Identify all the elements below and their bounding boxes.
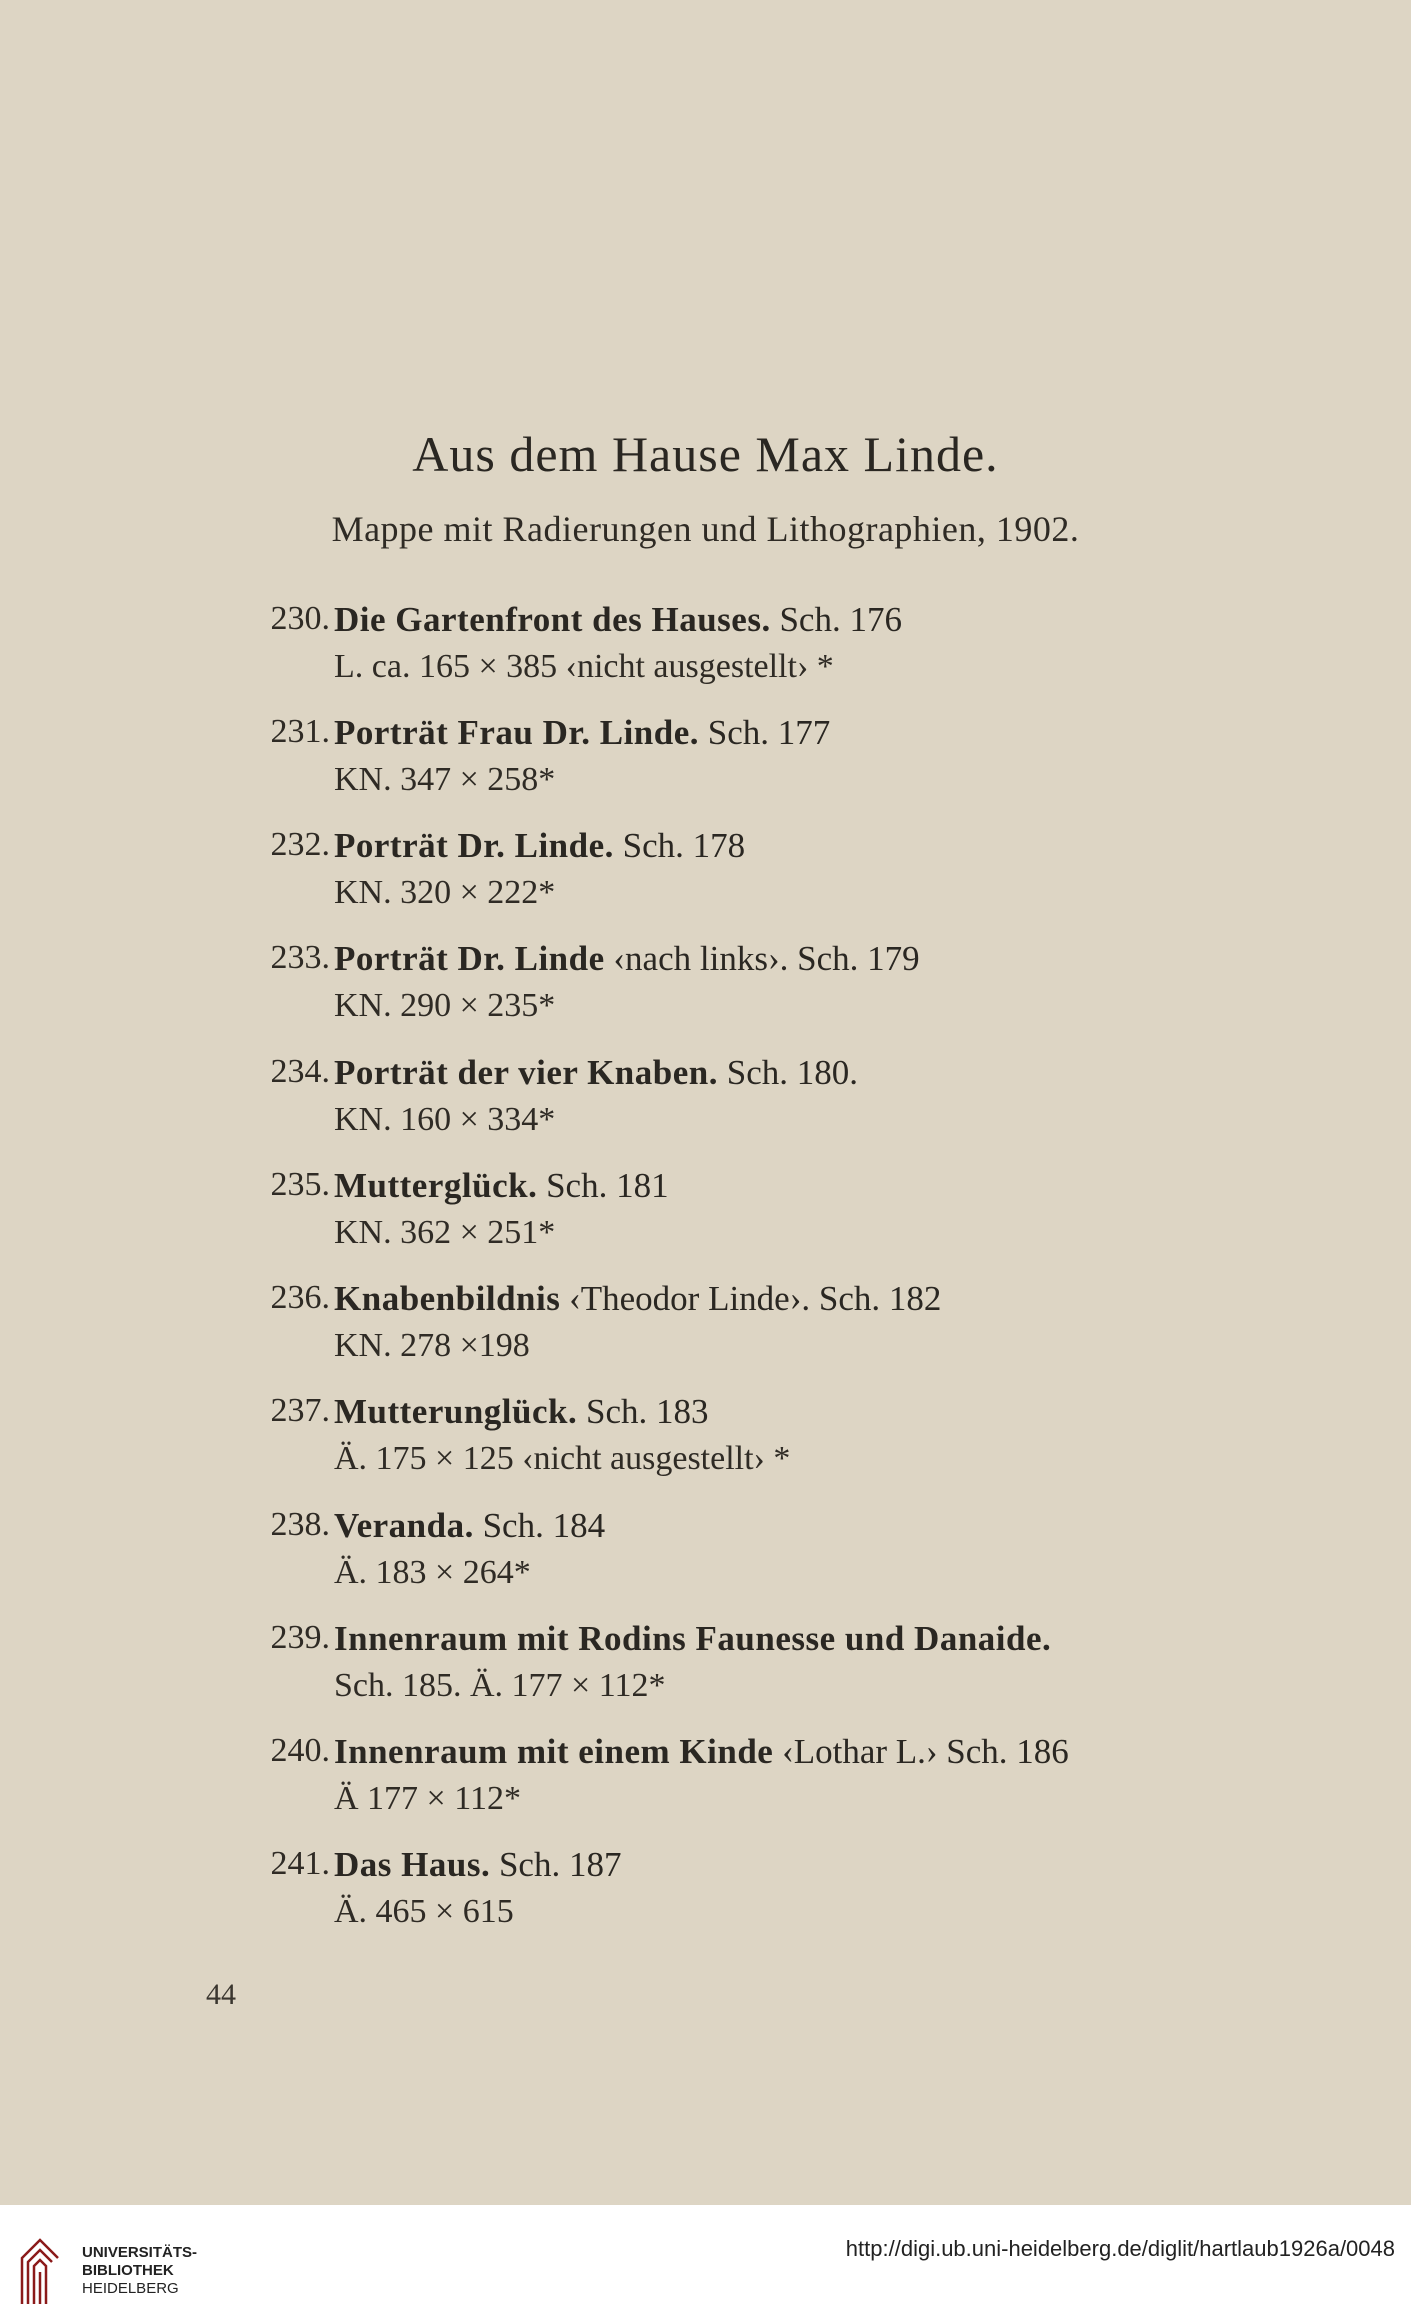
entry-title: Innenraum mit einem Kinde bbox=[334, 1732, 774, 1771]
entry-details: Sch. 185. Ä. 177 × 112* bbox=[334, 1667, 666, 1704]
library-name-line2: BIBLIOTHEK bbox=[82, 2262, 174, 2279]
entry-details: KN. 278 ×198 bbox=[334, 1327, 530, 1364]
entry-number: 240. bbox=[270, 1732, 330, 1769]
entry-title-line bbox=[334, 600, 902, 640]
entry-title: Innenraum mit Rodins Faunesse und Danaide. bbox=[334, 1619, 1052, 1658]
library-name-line1: UNIVERSITÄTS- bbox=[82, 2244, 198, 2261]
entry-reference: ‹Theodor Linde›. Sch. 182 bbox=[560, 1279, 942, 1318]
entry-title-line bbox=[334, 1845, 621, 1885]
catalog-entry-233 bbox=[0, 939, 1411, 1049]
entry-number: 230. bbox=[270, 600, 330, 637]
entry-details: Ä. 175 × 125 ‹nicht ausgestellt› * bbox=[334, 1440, 791, 1477]
library-logo-icon bbox=[18, 2228, 62, 2308]
entry-number: 239. bbox=[270, 1619, 330, 1656]
page-title: Aus dem Hause Max Linde. bbox=[412, 426, 999, 482]
entry-title: Mutterunglück. bbox=[334, 1392, 578, 1431]
entry-title-line bbox=[334, 1619, 1051, 1659]
entry-number: 237. bbox=[270, 1392, 330, 1429]
entry-details: KN. 160 × 334* bbox=[334, 1101, 556, 1138]
entry-title: Das Haus. bbox=[334, 1845, 491, 1884]
entry-details: KN. 362 × 251* bbox=[334, 1214, 556, 1251]
entry-reference: Sch. 183 bbox=[577, 1392, 709, 1431]
catalog-entry-239 bbox=[0, 1619, 1411, 1729]
entry-title-line bbox=[334, 1732, 1069, 1772]
entry-reference: Sch. 177 bbox=[699, 713, 831, 752]
entry-number: 235. bbox=[270, 1166, 330, 1203]
entry-title-line bbox=[334, 1392, 709, 1432]
entry-number: 234. bbox=[270, 1053, 330, 1090]
entry-number: 236. bbox=[270, 1279, 330, 1316]
entry-reference: Sch. 176 bbox=[770, 600, 902, 639]
catalog-entry-235 bbox=[0, 1166, 1411, 1276]
entry-number: 231. bbox=[270, 713, 330, 750]
entry-title: Veranda. bbox=[334, 1506, 474, 1545]
entry-title: Porträt Frau Dr. Linde. bbox=[334, 713, 700, 752]
library-name bbox=[82, 2244, 197, 2298]
entry-number: 241. bbox=[270, 1845, 330, 1882]
entry-title-line bbox=[334, 939, 920, 979]
catalog-entry-230 bbox=[0, 600, 1411, 710]
entry-number: 238. bbox=[270, 1506, 330, 1543]
entry-details: Ä 177 × 112* bbox=[334, 1780, 521, 1817]
entry-details: L. ca. 165 × 385 ‹nicht ausgestellt› * bbox=[334, 648, 834, 685]
entry-details: KN. 290 × 235* bbox=[334, 987, 556, 1024]
entry-title: Die Gartenfront des Hauses. bbox=[334, 600, 771, 639]
entry-title: Porträt Dr. Linde. bbox=[334, 826, 614, 865]
catalog-entry-234 bbox=[0, 1053, 1411, 1163]
catalog-entry-238 bbox=[0, 1506, 1411, 1616]
library-name-line3: HEIDELBERG bbox=[82, 2280, 179, 2297]
entry-details: Ä. 183 × 264* bbox=[334, 1554, 531, 1591]
entry-title: Porträt der vier Knaben. bbox=[334, 1053, 718, 1092]
entry-details: Ä. 465 × 615 bbox=[334, 1893, 514, 1930]
catalog-entry-240 bbox=[0, 1732, 1411, 1842]
entry-reference: Sch. 184 bbox=[473, 1506, 606, 1545]
entry-details: KN. 347 × 258* bbox=[334, 761, 556, 798]
entry-reference: ‹Lothar L.› Sch. 186 bbox=[773, 1732, 1069, 1771]
entry-title: Knabenbildnis bbox=[334, 1279, 561, 1318]
entry-reference: ‹nach links›. Sch. 179 bbox=[604, 939, 920, 978]
entry-number: 232. bbox=[270, 826, 330, 863]
entry-title-line bbox=[334, 1506, 605, 1546]
catalog-entry-241 bbox=[0, 1845, 1411, 1955]
entry-title-line bbox=[334, 713, 830, 753]
entry-reference: Sch. 178 bbox=[613, 826, 746, 865]
entry-reference: Sch. 187 bbox=[490, 1845, 622, 1884]
entry-details: KN. 320 × 222* bbox=[334, 874, 556, 911]
entry-title-line bbox=[334, 1279, 941, 1319]
page-subtitle: Mappe mit Radierungen und Lithographien, 1902. bbox=[331, 509, 1080, 549]
entry-title-line bbox=[334, 1053, 858, 1093]
entry-title: Porträt Dr. Linde bbox=[334, 939, 605, 978]
catalog-entry-237 bbox=[0, 1392, 1411, 1502]
catalog-entry-236 bbox=[0, 1279, 1411, 1389]
entry-reference: Sch. 181 bbox=[537, 1166, 669, 1205]
entry-title: Mutterglück. bbox=[334, 1166, 538, 1205]
entry-title-line bbox=[334, 826, 745, 866]
entry-number: 233. bbox=[270, 939, 330, 976]
page-number: 44 bbox=[206, 1978, 236, 2011]
catalog-entry-231 bbox=[0, 713, 1411, 823]
catalog-entry-232 bbox=[0, 826, 1411, 936]
source-url-link[interactable]: http://digi.ub.uni-heidelberg.de/diglit/hartlaub1926a/0048 bbox=[845, 2236, 1395, 2261]
entry-title-line bbox=[334, 1166, 669, 1206]
entry-reference: Sch. 180. bbox=[717, 1053, 858, 1092]
